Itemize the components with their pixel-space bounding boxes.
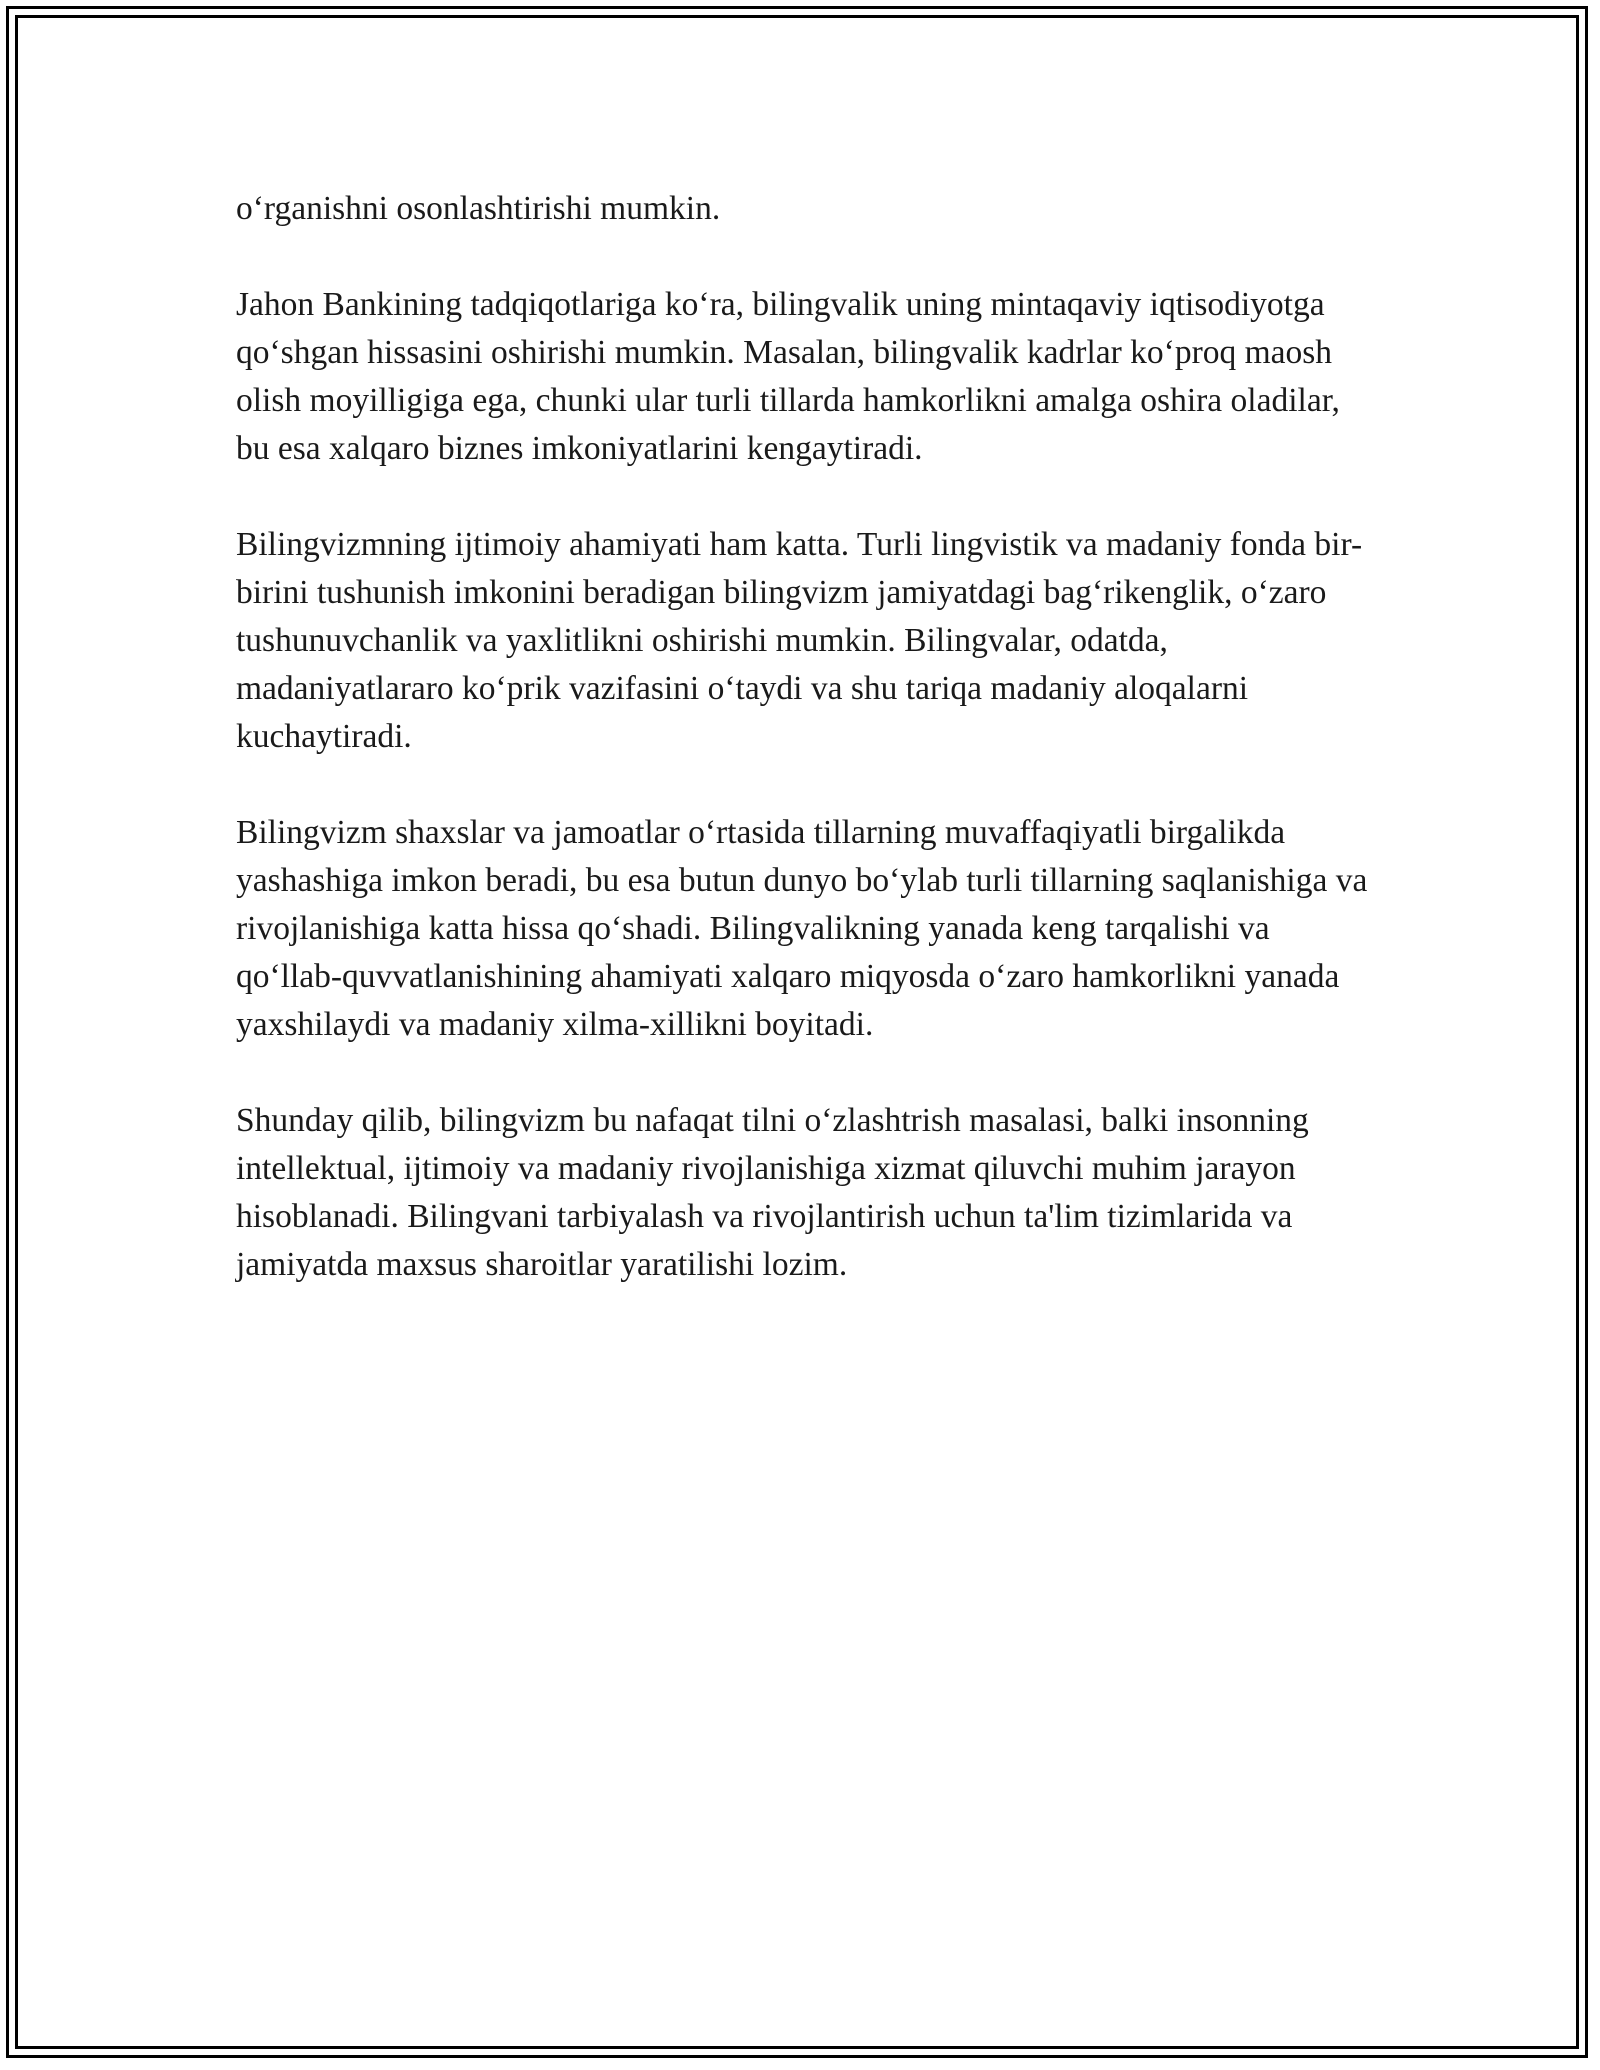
document-body (236, 185, 1376, 1337)
paragraph-economic-value: Jahon Bankining tadqiqotlariga ko‘ra, bilingvalik uning mintaqaviy iqtisodiyotga qo‘shgan hissasini oshirishi mumkin. Masalan, bilingvalik kadrlar ko‘proq maosh olish moyilligiga ega, chunki ular turli tillarda hamkorlikni amalga oshira oladilar, bu esa xalqaro biznes imkoniyatlarini kengaytiradi. (236, 286, 1340, 467)
paragraph-language-coexistence: Bilingvizm shaxslar va jamoatlar o‘rtasida tillarning muvaffaqiyatli birgalikda yashashiga imkon beradi, bu esa butun dunyo bo‘ylab turli tillarning saqlanishiga va rivojlanishiga katta hissa qo‘shadi. Bilingvalikning yanada keng tarqalishi va qo‘llab-quvvatlanishining ahamiyati xalqaro miqyosda o‘zaro hamkorlikni yanada yaxshilaydi va madaniy xilma-xillikni boyitadi. (236, 814, 1368, 1043)
paragraph-social-value: Bilingvizmning ijtimoiy ahamiyati ham katta. Turli lingvistik va madaniy fonda bir-birini tushunish imkonini beradigan bilingvizm jamiyatdagi bag‘rikenglik, o‘zaro tushunuvchanlik va yaxlitlikni oshirishi mumkin. Bilingvalar, odatda, madaniyatlararo ko‘prik vazifasini o‘taydi va shu tariqa madaniy aloqalarni kuchaytiradi. (236, 526, 1363, 755)
paragraph-conclusion: Shunday qilib, bilingvizm bu nafaqat tilni o‘zlashtrish masalasi, balki insonning intellektual, ijtimoiy va madaniy rivojlanishiga xizmat qiluvchi muhim jarayon hisoblanadi. Bilingvani tarbiyalash va rivojlantirish uchun ta'lim tizimlarida va jamiyatda maxsus sharoitlar yaratilishi lozim. (236, 1102, 1309, 1283)
paragraph-continuation: o‘rganishni osonlashtirishi mumkin. (236, 190, 721, 227)
